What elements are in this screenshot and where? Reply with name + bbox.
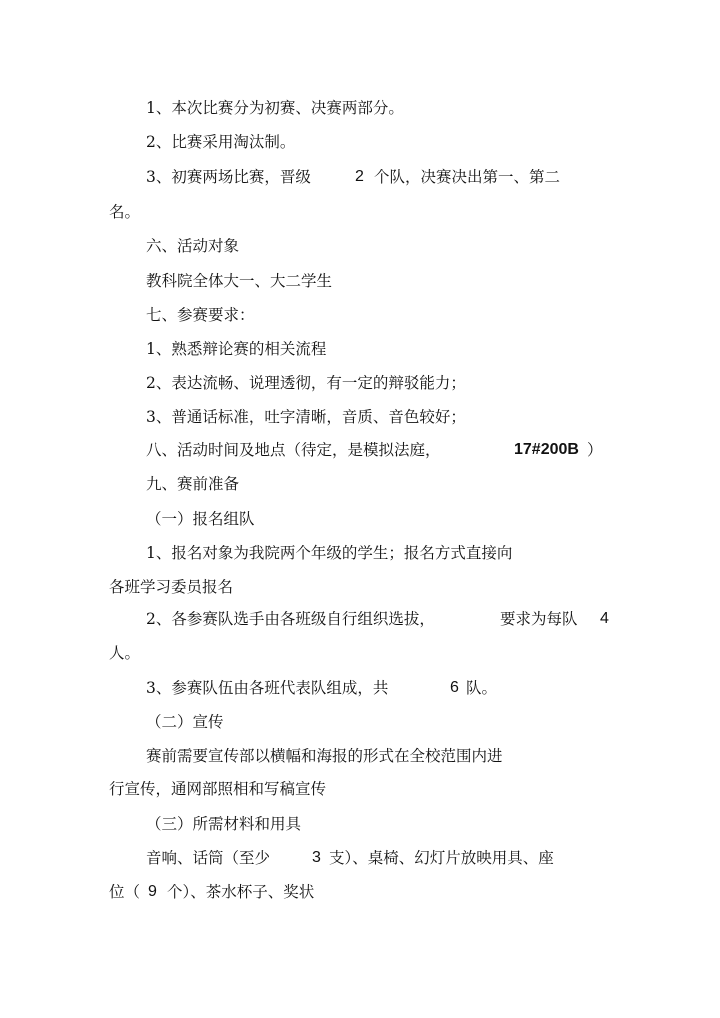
text-segment: ） [587, 441, 603, 459]
text-segment: 位（ [109, 883, 141, 901]
text-segment: 3、普通话标准，吐字清晰，音质、音色较好； [146, 408, 466, 426]
text-segment: 支）、桌椅、幻灯片放映用具、座 [329, 849, 554, 867]
text-segment: 2、表达流畅、说理透彻，有一定的辩驳能力； [146, 374, 466, 392]
paragraph-line [0, 879, 720, 905]
section-heading [0, 471, 720, 497]
paragraph-line [0, 199, 720, 225]
text-segment: 行宣传，通网部照相和写稿宣传 [109, 780, 327, 798]
text-segment: 要求为每队 [500, 610, 578, 628]
paragraph-line [0, 640, 720, 666]
paragraph-line [0, 743, 720, 769]
text-segment: 1、本次比赛分为初赛、决赛两部分。 [146, 99, 404, 117]
paragraph-line [0, 404, 720, 430]
heading-text: 八、活动时间及地点（待定，是模拟法庭， [146, 441, 441, 459]
paragraph-line [0, 606, 720, 632]
text-segment: 队。 [466, 679, 498, 697]
paragraph-line [0, 574, 720, 600]
heading-text: （二）宣传 [146, 713, 224, 731]
subsection-heading [0, 709, 720, 735]
heading-text: （三）所需材料和用具 [146, 815, 302, 833]
text-segment: 名。 [109, 203, 141, 221]
paragraph-line [0, 336, 720, 362]
subsection-heading [0, 811, 720, 837]
text-segment: 1、熟悉辩论赛的相关流程 [146, 340, 327, 358]
text-segment: 3、参赛队伍由各班代表队组成，共 [146, 679, 389, 697]
paragraph-line [0, 540, 720, 566]
text-segment: 个）、茶水杯子、奖状 [167, 883, 315, 901]
text-segment: 赛前需要宣传部以横幅和海报的形式在全校范围内进 [146, 747, 503, 765]
number-value: 3 [312, 849, 321, 866]
text-segment: 人。 [109, 644, 141, 662]
text-segment: 教科院全体大一、大二学生 [146, 272, 333, 290]
subsection-heading [0, 506, 720, 532]
paragraph-line [0, 95, 720, 121]
number-value: 6 [450, 679, 459, 696]
text-segment: 2、比赛采用淘汰制。 [146, 133, 296, 151]
number-value: 4 [600, 610, 609, 627]
heading-text: （一）报名组队 [146, 510, 255, 528]
paragraph-line [0, 129, 720, 155]
text-segment: 个队，决赛决出第一、第二 [374, 168, 561, 186]
text-segment: 音响、话筒（至少 [146, 849, 271, 867]
paragraph-line [0, 776, 720, 802]
paragraph-line [0, 268, 720, 294]
text-segment: 各班学习委员报名 [109, 578, 234, 596]
section-heading [0, 437, 720, 463]
paragraph-line [0, 675, 720, 701]
number-value: 9 [148, 883, 157, 900]
heading-text: 七、参赛要求： [146, 306, 255, 324]
text-segment: 1、报名对象为我院两个年级的学生；报名方式直接向 [146, 544, 513, 562]
heading-text: 九、赛前准备 [146, 475, 240, 493]
text-segment: 2、各参赛队选手由各班级自行组织选拔， [146, 610, 435, 628]
heading-text: 六、活动对象 [146, 237, 240, 255]
number-value: 2 [355, 168, 364, 185]
section-heading [0, 233, 720, 259]
section-heading [0, 302, 720, 328]
paragraph-line [0, 845, 720, 871]
room-number: 17#200B [514, 441, 579, 458]
paragraph-line [0, 370, 720, 396]
paragraph-line [0, 164, 720, 190]
text-segment: 3、初赛两场比赛，晋级 [146, 168, 311, 186]
